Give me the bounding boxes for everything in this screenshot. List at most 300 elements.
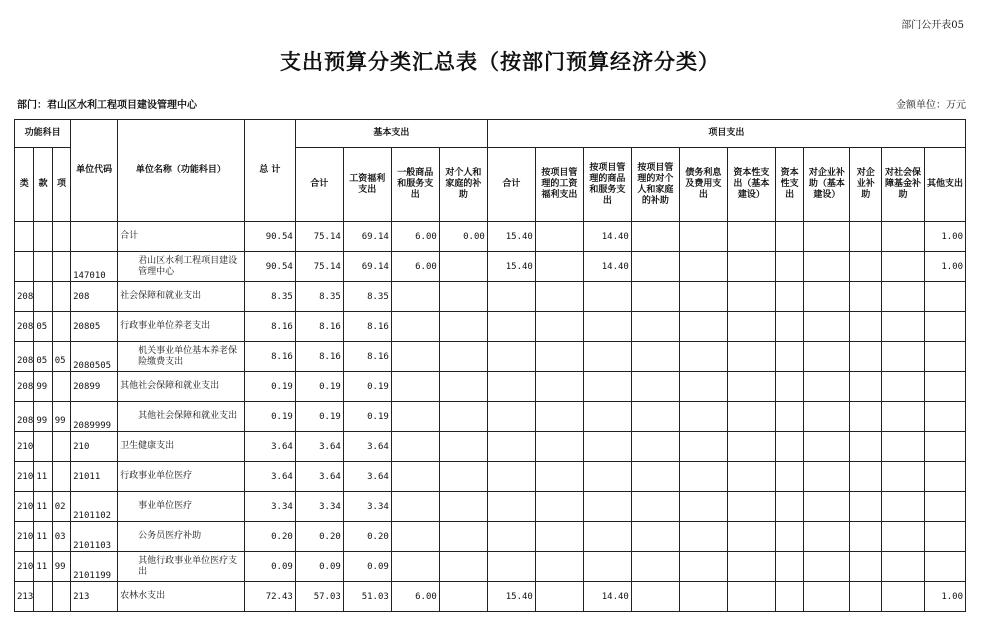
p-capbuild-cell [727, 252, 775, 282]
lei-cell: 210 [15, 522, 34, 552]
p-sum-cell [487, 462, 535, 492]
p-entbuild-cell [804, 252, 850, 282]
p-wage-cell [535, 462, 583, 492]
b-goods-cell [391, 312, 439, 342]
p-capbuild-cell [727, 552, 775, 582]
project-capital-build-header: 资本性支出（基本建设） [727, 148, 775, 222]
project-social-fund-header: 对社会保障基金补助 [882, 148, 925, 222]
p-wage-cell [535, 522, 583, 552]
p-wage-cell [535, 252, 583, 282]
b-wage-cell: 3.64 [343, 432, 391, 462]
b-goods-cell [391, 402, 439, 432]
project-enterprise-build-header: 对企业补助（基本建设） [804, 148, 850, 222]
p-cap-cell [775, 462, 804, 492]
p-debt-cell [679, 222, 727, 252]
unit-name-cell: 行政事业单位医疗 [118, 462, 245, 492]
p-capbuild-cell [727, 432, 775, 462]
p-debt-cell [679, 312, 727, 342]
b-wage-cell: 0.19 [343, 402, 391, 432]
p-cap-cell [775, 582, 804, 612]
kuan-cell: 05 [34, 342, 52, 372]
b-goods-cell: 6.00 [391, 252, 439, 282]
p-family-cell [631, 522, 679, 552]
b-sum-cell: 8.16 [295, 312, 343, 342]
p-wage-cell [535, 402, 583, 432]
table-row [15, 462, 966, 492]
p-ent-cell [850, 432, 882, 462]
lei-cell: 210 [15, 462, 34, 492]
lei-cell: 208 [15, 282, 34, 312]
kuan-cell [34, 222, 52, 252]
p-cap-cell [775, 372, 804, 402]
unit-code-header: 单位代码 [71, 120, 118, 222]
unit-name-cell: 行政事业单位养老支出 [118, 312, 245, 342]
xiang-cell: 02 [52, 492, 70, 522]
b-goods-cell [391, 462, 439, 492]
lei-cell [15, 252, 34, 282]
p-cap-cell [775, 312, 804, 342]
total-cell: 0.19 [244, 402, 295, 432]
p-goods-cell: 14.40 [583, 252, 631, 282]
p-entbuild-cell [804, 432, 850, 462]
p-cap-cell [775, 282, 804, 312]
p-other-cell [924, 462, 965, 492]
p-ent-cell [850, 222, 882, 252]
p-goods-cell [583, 462, 631, 492]
p-capbuild-cell [727, 282, 775, 312]
b-sum-cell: 75.14 [295, 252, 343, 282]
p-social-cell [882, 552, 925, 582]
table-row [15, 552, 966, 582]
unit-name-cell: 公务员医疗补助 [118, 522, 245, 552]
project-enterprise-header: 对企业补助 [850, 148, 882, 222]
p-ent-cell [850, 342, 882, 372]
unit-code-cell: 147010 [71, 252, 118, 282]
kuan-cell: 11 [34, 552, 52, 582]
p-wage-cell [535, 312, 583, 342]
p-social-cell [882, 312, 925, 342]
xiang-cell [52, 312, 70, 342]
p-entbuild-cell [804, 552, 850, 582]
b-sum-cell: 8.16 [295, 342, 343, 372]
p-entbuild-cell [804, 312, 850, 342]
b-goods-cell [391, 342, 439, 372]
lei-cell: 210 [15, 492, 34, 522]
b-goods-cell: 6.00 [391, 222, 439, 252]
p-sum-cell: 15.40 [487, 222, 535, 252]
b-sum-cell: 8.35 [295, 282, 343, 312]
kuan-cell: 99 [34, 372, 52, 402]
p-debt-cell [679, 372, 727, 402]
p-wage-cell [535, 222, 583, 252]
project-expenditure-header: 项目支出 [487, 120, 965, 148]
p-social-cell [882, 462, 925, 492]
p-debt-cell [679, 282, 727, 312]
p-social-cell [882, 252, 925, 282]
p-capbuild-cell [727, 372, 775, 402]
lei-cell: 208 [15, 312, 34, 342]
p-sum-cell: 15.40 [487, 252, 535, 282]
project-capital-header: 资本性支出 [775, 148, 804, 222]
basic-expenditure-header: 基本支出 [295, 120, 487, 148]
unit-name-cell: 农林水支出 [118, 582, 245, 612]
b-wage-cell: 8.16 [343, 342, 391, 372]
p-cap-cell [775, 522, 804, 552]
total-cell: 90.54 [244, 222, 295, 252]
p-family-cell [631, 252, 679, 282]
b-family-cell [439, 342, 487, 372]
p-wage-cell [535, 372, 583, 402]
p-capbuild-cell [727, 402, 775, 432]
table-row [15, 492, 966, 522]
p-family-cell [631, 402, 679, 432]
unit-name-cell: 合计 [118, 222, 245, 252]
b-sum-cell: 3.34 [295, 492, 343, 522]
p-capbuild-cell [727, 462, 775, 492]
p-social-cell [882, 432, 925, 462]
p-social-cell [882, 342, 925, 372]
xiang-cell [52, 222, 70, 252]
unit-code-cell: 2089999 [71, 402, 118, 432]
project-goods-header: 按项目管理的商品和服务支出 [583, 148, 631, 222]
b-family-cell [439, 522, 487, 552]
lei-cell: 208 [15, 342, 34, 372]
xiang-cell: 05 [52, 342, 70, 372]
p-family-cell [631, 222, 679, 252]
p-goods-cell: 14.40 [583, 582, 631, 612]
p-debt-cell [679, 342, 727, 372]
p-goods-cell [583, 522, 631, 552]
department-label: 部门：君山区水利工程项目建设管理中心 [17, 100, 197, 111]
p-sum-cell [487, 342, 535, 372]
table-row [15, 522, 966, 552]
basic-sum-header: 合计 [295, 148, 343, 222]
total-cell: 72.43 [244, 582, 295, 612]
b-family-cell [439, 372, 487, 402]
b-sum-cell: 0.20 [295, 522, 343, 552]
b-goods-cell [391, 372, 439, 402]
b-wage-cell: 0.20 [343, 522, 391, 552]
kuan-cell: 11 [34, 492, 52, 522]
unit-code-cell: 2101199 [71, 552, 118, 582]
p-debt-cell [679, 582, 727, 612]
p-social-cell [882, 492, 925, 522]
p-entbuild-cell [804, 282, 850, 312]
p-social-cell [882, 402, 925, 432]
b-family-cell [439, 312, 487, 342]
p-family-cell [631, 492, 679, 522]
p-ent-cell [850, 492, 882, 522]
b-family-cell [439, 402, 487, 432]
p-wage-cell [535, 552, 583, 582]
p-capbuild-cell [727, 222, 775, 252]
lei-cell: 210 [15, 552, 34, 582]
p-goods-cell [583, 372, 631, 402]
p-ent-cell [850, 522, 882, 552]
b-family-cell [439, 492, 487, 522]
table-row [15, 342, 966, 372]
p-ent-cell [850, 252, 882, 282]
p-other-cell [924, 342, 965, 372]
p-wage-cell [535, 432, 583, 462]
b-sum-cell: 75.14 [295, 222, 343, 252]
b-sum-cell: 3.64 [295, 462, 343, 492]
p-family-cell [631, 342, 679, 372]
unit-name-cell: 社会保障和就业支出 [118, 282, 245, 312]
b-sum-cell: 0.09 [295, 552, 343, 582]
lei-cell: 208 [15, 402, 34, 432]
p-other-cell [924, 402, 965, 432]
lei-header: 类 [15, 148, 34, 222]
p-debt-cell [679, 462, 727, 492]
p-wage-cell [535, 282, 583, 312]
unit-code-cell: 21011 [71, 462, 118, 492]
p-goods-cell [583, 552, 631, 582]
unit-code-cell [71, 222, 118, 252]
p-ent-cell [850, 582, 882, 612]
kuan-cell [34, 282, 52, 312]
p-other-cell [924, 552, 965, 582]
p-ent-cell [850, 282, 882, 312]
table-row [15, 222, 966, 252]
xiang-cell [52, 582, 70, 612]
total-cell: 3.64 [244, 462, 295, 492]
p-entbuild-cell [804, 462, 850, 492]
p-capbuild-cell [727, 582, 775, 612]
p-sum-cell [487, 402, 535, 432]
xiang-header: 项 [52, 148, 70, 222]
unit-name-cell: 其他社会保障和就业支出 [118, 402, 245, 432]
p-social-cell [882, 222, 925, 252]
p-debt-cell [679, 432, 727, 462]
unit-name-cell: 君山区水利工程项目建设管理中心 [118, 252, 245, 282]
total-cell: 0.20 [244, 522, 295, 552]
kuan-cell: 05 [34, 312, 52, 342]
p-other-cell [924, 492, 965, 522]
p-goods-cell [583, 432, 631, 462]
p-capbuild-cell [727, 522, 775, 552]
p-cap-cell [775, 252, 804, 282]
b-sum-cell: 3.64 [295, 432, 343, 462]
p-family-cell [631, 462, 679, 492]
basic-family-header: 对个人和家庭的补助 [439, 148, 487, 222]
p-ent-cell [850, 462, 882, 492]
p-goods-cell [583, 402, 631, 432]
p-entbuild-cell [804, 522, 850, 552]
unit-name-cell: 其他社会保障和就业支出 [118, 372, 245, 402]
unit-name-cell: 卫生健康支出 [118, 432, 245, 462]
basic-wage-header: 工资福利支出 [343, 148, 391, 222]
b-goods-cell [391, 432, 439, 462]
xiang-cell [52, 372, 70, 402]
p-other-cell: 1.00 [924, 252, 965, 282]
lei-cell: 213 [15, 582, 34, 612]
p-sum-cell [487, 552, 535, 582]
lei-cell: 210 [15, 432, 34, 462]
p-social-cell [882, 522, 925, 552]
p-entbuild-cell [804, 492, 850, 522]
total-cell: 90.54 [244, 252, 295, 282]
kuan-header: 款 [34, 148, 52, 222]
p-entbuild-cell [804, 342, 850, 372]
p-goods-cell [583, 282, 631, 312]
p-other-cell: 1.00 [924, 582, 965, 612]
xiang-cell [52, 462, 70, 492]
p-cap-cell [775, 402, 804, 432]
b-wage-cell: 0.09 [343, 552, 391, 582]
b-goods-cell [391, 552, 439, 582]
total-cell: 3.64 [244, 432, 295, 462]
page-title: 支出预算分类汇总表（按部门预算经济分类） [280, 49, 720, 74]
table-row [15, 312, 966, 342]
p-sum-cell [487, 282, 535, 312]
p-cap-cell [775, 222, 804, 252]
p-debt-cell [679, 552, 727, 582]
p-debt-cell [679, 522, 727, 552]
project-debt-header: 债务利息及费用支出 [679, 148, 727, 222]
p-sum-cell [487, 372, 535, 402]
unit-code-cell: 208 [71, 282, 118, 312]
p-cap-cell [775, 552, 804, 582]
p-family-cell [631, 582, 679, 612]
b-wage-cell: 3.34 [343, 492, 391, 522]
p-goods-cell: 14.40 [583, 222, 631, 252]
xiang-cell: 99 [52, 402, 70, 432]
b-family-cell [439, 462, 487, 492]
currency-unit-label: 金额单位：万元 [896, 100, 966, 111]
kuan-cell: 11 [34, 462, 52, 492]
b-family-cell [439, 552, 487, 582]
kuan-cell: 99 [34, 402, 52, 432]
total-cell: 0.09 [244, 552, 295, 582]
b-goods-cell [391, 492, 439, 522]
p-entbuild-cell [804, 222, 850, 252]
b-wage-cell: 8.35 [343, 282, 391, 312]
b-goods-cell [391, 282, 439, 312]
table-row [15, 432, 966, 462]
unit-name-cell: 机关事业单位基本养老保险缴费支出 [118, 342, 245, 372]
p-cap-cell [775, 492, 804, 522]
unit-code-cell: 2101102 [71, 492, 118, 522]
lei-cell: 208 [15, 372, 34, 402]
project-wage-header: 按项目管理的工资福利支出 [535, 148, 583, 222]
b-family-cell [439, 282, 487, 312]
p-debt-cell [679, 492, 727, 522]
p-capbuild-cell [727, 312, 775, 342]
p-wage-cell [535, 582, 583, 612]
p-entbuild-cell [804, 372, 850, 402]
p-other-cell: 1.00 [924, 222, 965, 252]
unit-name-header: 单位名称（功能科目） [118, 120, 245, 222]
p-other-cell [924, 282, 965, 312]
project-sum-header: 合计 [487, 148, 535, 222]
total-cell: 3.34 [244, 492, 295, 522]
table-row [15, 372, 966, 402]
p-social-cell [882, 282, 925, 312]
b-goods-cell [391, 522, 439, 552]
p-goods-cell [583, 492, 631, 522]
expenditure-table [14, 119, 966, 612]
form-tag: 部门公开表05 [901, 20, 964, 31]
b-family-cell [439, 432, 487, 462]
b-sum-cell: 0.19 [295, 402, 343, 432]
b-wage-cell: 3.64 [343, 462, 391, 492]
unit-code-cell: 210 [71, 432, 118, 462]
unit-code-cell: 20805 [71, 312, 118, 342]
total-cell: 0.19 [244, 372, 295, 402]
kuan-cell [34, 432, 52, 462]
p-ent-cell [850, 372, 882, 402]
p-family-cell [631, 282, 679, 312]
kuan-cell [34, 252, 52, 282]
p-sum-cell [487, 522, 535, 552]
p-other-cell [924, 372, 965, 402]
total-cell: 8.16 [244, 312, 295, 342]
p-cap-cell [775, 432, 804, 462]
p-goods-cell [583, 312, 631, 342]
b-family-cell [439, 252, 487, 282]
total-cell: 8.35 [244, 282, 295, 312]
xiang-cell: 99 [52, 552, 70, 582]
p-family-cell [631, 312, 679, 342]
xiang-cell [52, 432, 70, 462]
p-family-cell [631, 372, 679, 402]
xiang-cell: 03 [52, 522, 70, 552]
b-goods-cell: 6.00 [391, 582, 439, 612]
unit-code-cell: 213 [71, 582, 118, 612]
p-capbuild-cell [727, 342, 775, 372]
p-social-cell [882, 372, 925, 402]
project-family-header: 按项目管理的对个人和家庭的补助 [631, 148, 679, 222]
p-sum-cell: 15.40 [487, 582, 535, 612]
p-sum-cell [487, 492, 535, 522]
p-other-cell [924, 432, 965, 462]
p-social-cell [882, 582, 925, 612]
p-wage-cell [535, 342, 583, 372]
b-sum-cell: 0.19 [295, 372, 343, 402]
table-row [15, 582, 966, 612]
xiang-cell [52, 282, 70, 312]
lei-cell [15, 222, 34, 252]
b-wage-cell: 69.14 [343, 252, 391, 282]
p-entbuild-cell [804, 402, 850, 432]
p-goods-cell [583, 342, 631, 372]
table-row [15, 252, 966, 282]
p-wage-cell [535, 492, 583, 522]
p-ent-cell [850, 402, 882, 432]
p-capbuild-cell [727, 492, 775, 522]
unit-name-cell: 其他行政事业单位医疗支出 [118, 552, 245, 582]
b-sum-cell: 57.03 [295, 582, 343, 612]
p-other-cell [924, 312, 965, 342]
xiang-cell [52, 252, 70, 282]
p-sum-cell [487, 312, 535, 342]
project-other-header: 其他支出 [924, 148, 965, 222]
kuan-cell [34, 582, 52, 612]
b-wage-cell: 8.16 [343, 312, 391, 342]
b-wage-cell: 0.19 [343, 372, 391, 402]
p-debt-cell [679, 402, 727, 432]
b-wage-cell: 69.14 [343, 222, 391, 252]
p-family-cell [631, 432, 679, 462]
p-other-cell [924, 522, 965, 552]
basic-goods-header: 一般商品和服务支出 [391, 148, 439, 222]
total-cell: 8.16 [244, 342, 295, 372]
table-row [15, 282, 966, 312]
unit-name-cell: 事业单位医疗 [118, 492, 245, 522]
unit-code-cell: 2101103 [71, 522, 118, 552]
b-family-cell [439, 582, 487, 612]
